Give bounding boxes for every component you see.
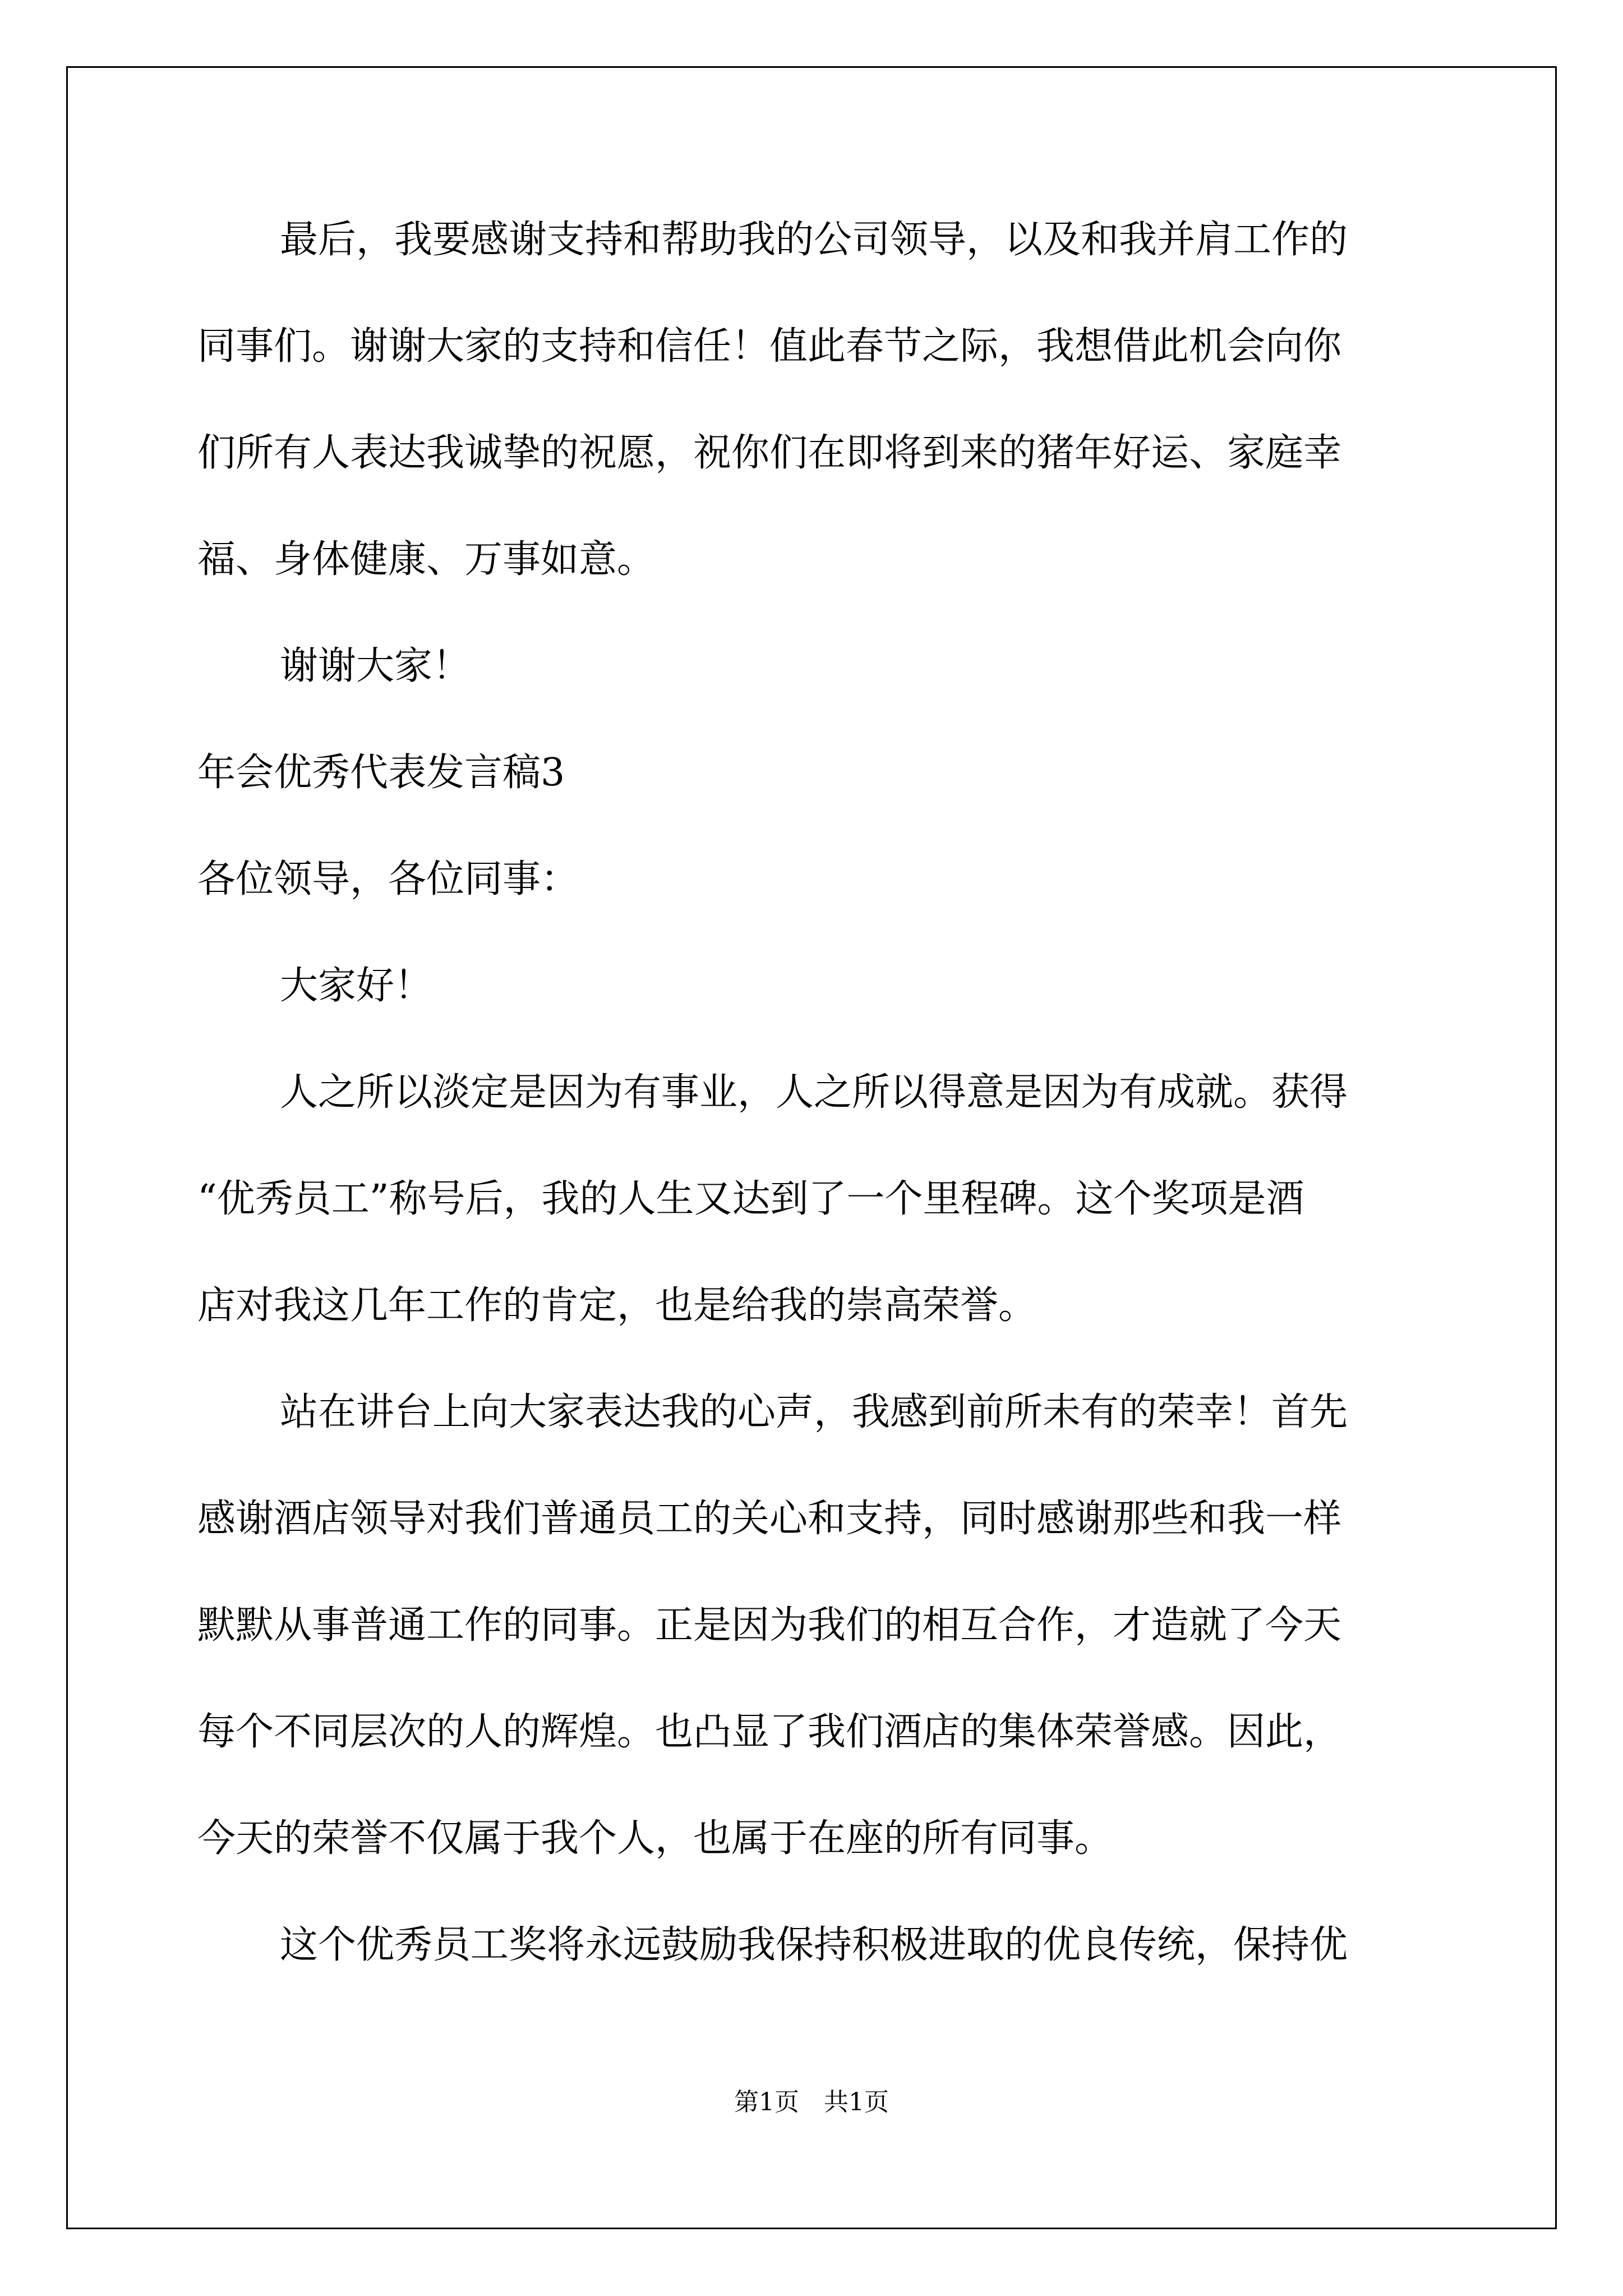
- greeting: 大家好！: [280, 964, 433, 1008]
- paragraph-line: 店对我这几年工作的肯定，也是给我的崇高荣誉。: [197, 1283, 1037, 1328]
- paragraph-line: 这个优秀员工奖将永远鼓励我保持积极进取的优良传统，保持优: [280, 1923, 1348, 1967]
- paragraph-line: 最后，我要感谢支持和帮助我的公司领导，以及和我并肩工作的: [280, 218, 1348, 262]
- paragraph-line: 站在讲台上向大家表达我的心声，我感到前所未有的荣幸！首先: [280, 1390, 1348, 1434]
- paragraph-line: 人之所以淡定是因为有事业，人之所以得意是因为有成就。获得: [280, 1070, 1348, 1115]
- paragraph-line: 同事们。谢谢大家的支持和信任！值此春节之际，我想借此机会向你: [197, 324, 1342, 369]
- paragraph-line: “优秀员工”称号后，我的人生又达到了一个里程碑。这个奖项是酒: [197, 1177, 1304, 1221]
- paragraph-line: 们所有人表达我诚挚的祝愿，祝你们在即将到来的猪年好运、家庭幸: [197, 431, 1342, 475]
- paragraph-line: 每个不同层次的人的辉煌。也凸显了我们酒店的集体荣誉感。因此，: [197, 1710, 1342, 1754]
- document-body: [197, 213, 1431, 2025]
- paragraph-line: 谢谢大家！: [280, 644, 471, 688]
- section-title: 年会优秀代表发言稿3: [197, 751, 565, 795]
- salutation: 各位领导，各位同事：: [197, 857, 579, 901]
- paragraph-line: 感谢酒店领导对我们普通员工的关心和支持，同时感谢那些和我一样: [197, 1497, 1342, 1541]
- paragraph-line: 福、身体健康、万事如意。: [197, 537, 656, 582]
- page-footer: 第1页 共1页: [734, 2088, 889, 2116]
- paragraph-line: 今天的荣誉不仅属于我个人，也属于在座的所有同事。: [197, 1816, 1113, 1861]
- paragraph-line: 默默从事普通工作的同事。正是因为我们的相互合作，才造就了今天: [197, 1603, 1342, 1648]
